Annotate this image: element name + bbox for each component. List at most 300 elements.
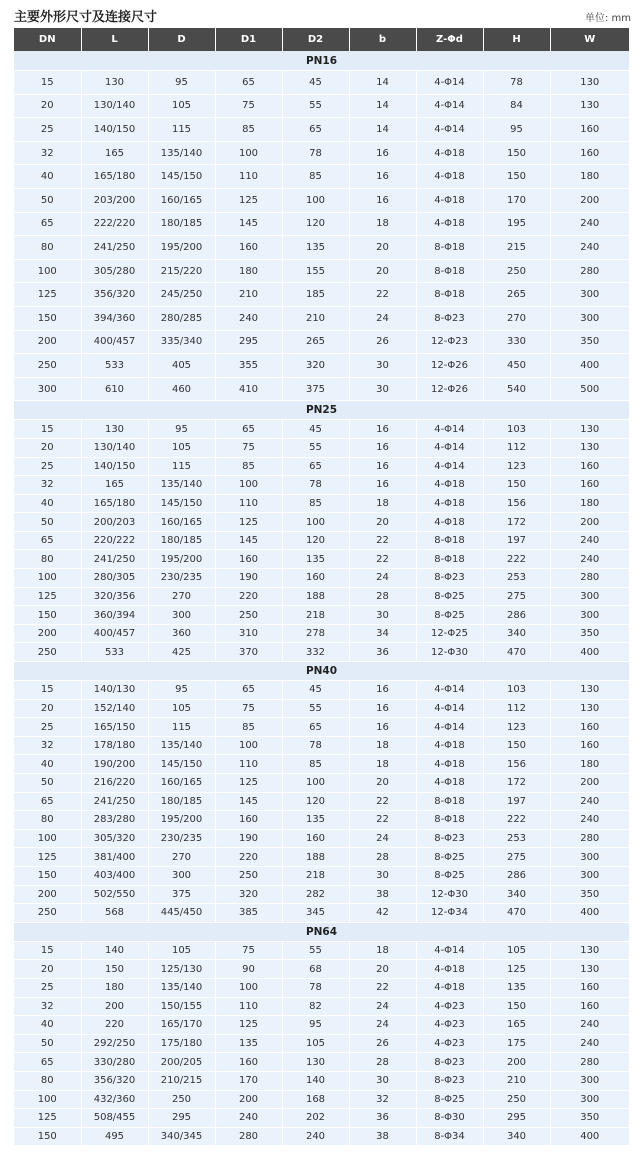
cell-dn: 250: [14, 354, 81, 378]
cell-d: 135/140: [148, 978, 215, 997]
cell-dn: 65: [14, 212, 81, 236]
table-row: [14, 1127, 629, 1146]
cell-d2: 120: [282, 792, 349, 811]
cell-w: 180: [550, 494, 629, 513]
cell-w: 280: [550, 829, 629, 848]
cell-z-d: 4-Φ23: [416, 997, 483, 1016]
cell-d2: 375: [282, 377, 349, 401]
cell-d2: 188: [282, 587, 349, 606]
table-row: [14, 811, 629, 830]
cell-z-d: 8-Φ18: [416, 792, 483, 811]
table-row: [14, 1090, 629, 1109]
table-row: [14, 941, 629, 960]
cell-d1: 240: [215, 306, 282, 330]
cell-b: 36: [349, 1109, 416, 1128]
cell-d1: 100: [215, 476, 282, 495]
cell-h: 215: [483, 236, 550, 260]
cell-w: 160: [550, 978, 629, 997]
table-row: [14, 306, 629, 330]
cell-w: 240: [550, 236, 629, 260]
cell-w: 200: [550, 188, 629, 212]
cell-b: 18: [349, 736, 416, 755]
cell-w: 300: [550, 1090, 629, 1109]
cell-l: 330/280: [81, 1053, 148, 1072]
group-pn25: [14, 401, 629, 662]
cell-dn: 100: [14, 1090, 81, 1109]
cell-z-d: 4-Φ14: [416, 118, 483, 142]
section-header-row: [14, 51, 629, 71]
cell-dn: 150: [14, 306, 81, 330]
cell-z-d: 4-Φ14: [416, 718, 483, 737]
cell-d1: 110: [215, 997, 282, 1016]
cell-dn: 40: [14, 165, 81, 189]
cell-d1: 65: [215, 71, 282, 95]
cell-d: 200/205: [148, 1053, 215, 1072]
cell-d2: 120: [282, 531, 349, 550]
cell-h: 450: [483, 354, 550, 378]
cell-h: 250: [483, 259, 550, 283]
cell-z-d: 8-Φ23: [416, 569, 483, 588]
cell-z-d: 4-Φ23: [416, 1034, 483, 1053]
cell-z-d: 8-Φ34: [416, 1127, 483, 1146]
cell-dn: 25: [14, 457, 81, 476]
group-pn40: [14, 662, 629, 923]
cell-l: 200/203: [81, 513, 148, 532]
cell-h: 84: [483, 94, 550, 118]
cell-w: 240: [550, 531, 629, 550]
cell-z-d: 4-Φ18: [416, 513, 483, 532]
cell-d: 160/165: [148, 774, 215, 793]
cell-z-d: 4-Φ18: [416, 978, 483, 997]
table-row: [14, 1034, 629, 1053]
cell-z-d: 4-Φ14: [416, 699, 483, 718]
cell-w: 350: [550, 624, 629, 643]
cell-dn: 40: [14, 755, 81, 774]
cell-d: 280/285: [148, 306, 215, 330]
cell-b: 20: [349, 774, 416, 793]
table-row: [14, 587, 629, 606]
cell-dn: 20: [14, 438, 81, 457]
cell-h: 123: [483, 457, 550, 476]
cell-h: 150: [483, 141, 550, 165]
table-row: [14, 643, 629, 662]
table-row: [14, 550, 629, 569]
cell-d1: 320: [215, 885, 282, 904]
cell-l: 403/400: [81, 866, 148, 885]
cell-d1: 250: [215, 866, 282, 885]
cell-dn: 125: [14, 848, 81, 867]
cell-b: 22: [349, 283, 416, 307]
cell-w: 240: [550, 1034, 629, 1053]
cell-d: 215/220: [148, 259, 215, 283]
cell-d2: 278: [282, 624, 349, 643]
pressure-class-label: PN25: [14, 401, 629, 420]
cell-d: 180/185: [148, 212, 215, 236]
cell-b: 24: [349, 306, 416, 330]
cell-h: 95: [483, 118, 550, 142]
cell-b: 22: [349, 531, 416, 550]
cell-d1: 75: [215, 699, 282, 718]
table-row: [14, 1053, 629, 1072]
cell-d2: 160: [282, 829, 349, 848]
cell-d1: 210: [215, 283, 282, 307]
cell-z-d: 8-Φ25: [416, 587, 483, 606]
cell-dn: 15: [14, 681, 81, 700]
table-row: [14, 681, 629, 700]
table-row: [14, 118, 629, 142]
table-row: [14, 283, 629, 307]
cell-l: 165: [81, 476, 148, 495]
cell-l: 432/360: [81, 1090, 148, 1109]
table-row: [14, 165, 629, 189]
cell-z-d: 8-Φ18: [416, 531, 483, 550]
cell-z-d: 8-Φ18: [416, 811, 483, 830]
cell-d1: 125: [215, 513, 282, 532]
cell-d: 145/150: [148, 165, 215, 189]
cell-d: 115: [148, 118, 215, 142]
cell-dn: 15: [14, 420, 81, 439]
cell-h: 470: [483, 643, 550, 662]
cell-z-d: 4-Φ14: [416, 420, 483, 439]
cell-b: 30: [349, 377, 416, 401]
cell-w: 130: [550, 699, 629, 718]
cell-l: 140/150: [81, 457, 148, 476]
cell-b: 20: [349, 513, 416, 532]
cell-w: 280: [550, 259, 629, 283]
cell-d2: 95: [282, 1016, 349, 1035]
cell-dn: 20: [14, 699, 81, 718]
cell-d: 135/140: [148, 476, 215, 495]
table-row: [14, 904, 629, 923]
cell-d2: 282: [282, 885, 349, 904]
cell-d2: 55: [282, 438, 349, 457]
cell-l: 165/180: [81, 165, 148, 189]
cell-z-d: 4-Φ18: [416, 141, 483, 165]
cell-h: 172: [483, 513, 550, 532]
cell-h: 286: [483, 866, 550, 885]
table-row: [14, 755, 629, 774]
cell-w: 300: [550, 606, 629, 625]
cell-dn: 200: [14, 330, 81, 354]
cell-w: 500: [550, 377, 629, 401]
cell-b: 18: [349, 494, 416, 513]
cell-z-d: 4-Φ14: [416, 94, 483, 118]
cell-d1: 410: [215, 377, 282, 401]
cell-h: 103: [483, 420, 550, 439]
table-row: [14, 792, 629, 811]
cell-w: 160: [550, 141, 629, 165]
cell-d: 425: [148, 643, 215, 662]
cell-d2: 85: [282, 494, 349, 513]
cell-b: 20: [349, 259, 416, 283]
cell-h: 175: [483, 1034, 550, 1053]
cell-w: 130: [550, 681, 629, 700]
cell-l: 241/250: [81, 792, 148, 811]
cell-d: 125/130: [148, 960, 215, 979]
cell-z-d: 12-Φ30: [416, 643, 483, 662]
cell-d2: 185: [282, 283, 349, 307]
column-header-d1: D1: [215, 28, 282, 51]
cell-w: 200: [550, 774, 629, 793]
cell-l: 305/320: [81, 829, 148, 848]
cell-b: 36: [349, 643, 416, 662]
cell-b: 14: [349, 118, 416, 142]
table-row: [14, 531, 629, 550]
cell-d2: 155: [282, 259, 349, 283]
cell-h: 253: [483, 569, 550, 588]
table-row: [14, 736, 629, 755]
cell-d2: 100: [282, 513, 349, 532]
cell-dn: 250: [14, 904, 81, 923]
cell-b: 32: [349, 1090, 416, 1109]
cell-d: 300: [148, 866, 215, 885]
cell-dn: 25: [14, 978, 81, 997]
cell-d2: 78: [282, 736, 349, 755]
cell-z-d: 12-Φ34: [416, 904, 483, 923]
cell-d1: 90: [215, 960, 282, 979]
cell-z-d: 8-Φ25: [416, 848, 483, 867]
cell-d2: 202: [282, 1109, 349, 1128]
table-row: [14, 212, 629, 236]
cell-w: 130: [550, 94, 629, 118]
cell-dn: 80: [14, 811, 81, 830]
cell-w: 180: [550, 165, 629, 189]
cell-h: 125: [483, 960, 550, 979]
cell-d2: 55: [282, 94, 349, 118]
cell-d: 295: [148, 1109, 215, 1128]
cell-h: 156: [483, 755, 550, 774]
cell-w: 350: [550, 1109, 629, 1128]
cell-d1: 145: [215, 531, 282, 550]
cell-d2: 140: [282, 1071, 349, 1090]
cell-dn: 200: [14, 885, 81, 904]
cell-w: 160: [550, 718, 629, 737]
cell-b: 30: [349, 606, 416, 625]
cell-d1: 100: [215, 141, 282, 165]
cell-z-d: 4-Φ14: [416, 681, 483, 700]
cell-d: 115: [148, 457, 215, 476]
cell-dn: 40: [14, 1016, 81, 1035]
cell-d2: 160: [282, 569, 349, 588]
cell-d: 95: [148, 420, 215, 439]
cell-l: 305/280: [81, 259, 148, 283]
cell-d: 270: [148, 848, 215, 867]
cell-w: 240: [550, 212, 629, 236]
cell-d: 95: [148, 681, 215, 700]
cell-h: 172: [483, 774, 550, 793]
cell-d2: 168: [282, 1090, 349, 1109]
cell-b: 16: [349, 188, 416, 212]
cell-h: 112: [483, 438, 550, 457]
cell-z-d: 4-Φ14: [416, 438, 483, 457]
cell-w: 300: [550, 587, 629, 606]
cell-z-d: 4-Φ18: [416, 165, 483, 189]
cell-h: 123: [483, 718, 550, 737]
cell-dn: 100: [14, 829, 81, 848]
cell-d: 230/235: [148, 569, 215, 588]
cell-l: 130/140: [81, 94, 148, 118]
cell-h: 275: [483, 848, 550, 867]
cell-l: 495: [81, 1127, 148, 1146]
column-header-b: b: [349, 28, 416, 51]
table-row: [14, 457, 629, 476]
cell-d1: 110: [215, 494, 282, 513]
cell-h: 135: [483, 978, 550, 997]
cell-d1: 220: [215, 587, 282, 606]
cell-l: 610: [81, 377, 148, 401]
cell-d: 335/340: [148, 330, 215, 354]
cell-l: 241/250: [81, 550, 148, 569]
table-row: [14, 848, 629, 867]
cell-dn: 15: [14, 941, 81, 960]
cell-l: 216/220: [81, 774, 148, 793]
cell-d: 405: [148, 354, 215, 378]
table-row: [14, 141, 629, 165]
cell-l: 180: [81, 978, 148, 997]
cell-w: 300: [550, 283, 629, 307]
cell-l: 220: [81, 1016, 148, 1035]
cell-h: 265: [483, 283, 550, 307]
cell-d1: 85: [215, 718, 282, 737]
cell-w: 240: [550, 792, 629, 811]
cell-d1: 75: [215, 941, 282, 960]
cell-d2: 135: [282, 550, 349, 569]
cell-d1: 200: [215, 1090, 282, 1109]
cell-d: 195/200: [148, 550, 215, 569]
cell-dn: 65: [14, 1053, 81, 1072]
cell-w: 240: [550, 811, 629, 830]
cell-d2: 265: [282, 330, 349, 354]
cell-b: 30: [349, 354, 416, 378]
table-row: [14, 866, 629, 885]
cell-w: 350: [550, 885, 629, 904]
table-row: [14, 1016, 629, 1035]
cell-d: 150/155: [148, 997, 215, 1016]
cell-d1: 180: [215, 259, 282, 283]
cell-dn: 80: [14, 236, 81, 260]
cell-h: 286: [483, 606, 550, 625]
pressure-class-label: PN40: [14, 662, 629, 681]
cell-d1: 110: [215, 755, 282, 774]
cell-d1: 145: [215, 212, 282, 236]
cell-d1: 280: [215, 1127, 282, 1146]
cell-d1: 65: [215, 420, 282, 439]
cell-h: 105: [483, 941, 550, 960]
cell-d: 300: [148, 606, 215, 625]
cell-h: 330: [483, 330, 550, 354]
cell-d1: 135: [215, 1034, 282, 1053]
cell-d2: 55: [282, 699, 349, 718]
cell-l: 280/305: [81, 569, 148, 588]
table-row: [14, 354, 629, 378]
cell-w: 130: [550, 960, 629, 979]
cell-d1: 220: [215, 848, 282, 867]
cell-d1: 75: [215, 94, 282, 118]
cell-h: 270: [483, 306, 550, 330]
cell-d: 145/150: [148, 494, 215, 513]
cell-l: 165/150: [81, 718, 148, 737]
group-pn64: [14, 922, 629, 1146]
cell-z-d: 8-Φ18: [416, 259, 483, 283]
cell-h: 200: [483, 1053, 550, 1072]
cell-b: 38: [349, 1127, 416, 1146]
cell-dn: 80: [14, 1071, 81, 1090]
cell-d1: 250: [215, 606, 282, 625]
cell-b: 18: [349, 212, 416, 236]
dimensions-table: [14, 28, 629, 1146]
cell-d2: 332: [282, 643, 349, 662]
cell-d1: 240: [215, 1109, 282, 1128]
cell-h: 210: [483, 1071, 550, 1090]
cell-d: 180/185: [148, 792, 215, 811]
table-row: [14, 513, 629, 532]
column-header-l: L: [81, 28, 148, 51]
cell-b: 16: [349, 420, 416, 439]
cell-b: 16: [349, 438, 416, 457]
table-row: [14, 420, 629, 439]
cell-d1: 100: [215, 736, 282, 755]
cell-d1: 125: [215, 188, 282, 212]
cell-z-d: 8-Φ23: [416, 1071, 483, 1090]
cell-w: 400: [550, 1127, 629, 1146]
cell-l: 360/394: [81, 606, 148, 625]
cell-d: 195/200: [148, 236, 215, 260]
cell-w: 400: [550, 904, 629, 923]
cell-l: 381/400: [81, 848, 148, 867]
cell-l: 400/457: [81, 330, 148, 354]
cell-h: 112: [483, 699, 550, 718]
cell-d1: 160: [215, 811, 282, 830]
cell-w: 280: [550, 569, 629, 588]
cell-z-d: 4-Φ23: [416, 1016, 483, 1035]
cell-h: 275: [483, 587, 550, 606]
cell-d1: 355: [215, 354, 282, 378]
cell-w: 300: [550, 1071, 629, 1090]
column-header-d: D: [148, 28, 215, 51]
table-row: [14, 259, 629, 283]
table-row: [14, 699, 629, 718]
cell-z-d: 12-Φ25: [416, 624, 483, 643]
cell-dn: 150: [14, 866, 81, 885]
cell-w: 130: [550, 438, 629, 457]
cell-d: 360: [148, 624, 215, 643]
cell-h: 165: [483, 1016, 550, 1035]
group-pn16: [14, 51, 629, 401]
cell-h: 295: [483, 1109, 550, 1128]
cell-b: 20: [349, 960, 416, 979]
cell-dn: 32: [14, 476, 81, 495]
cell-z-d: 12-Φ26: [416, 354, 483, 378]
cell-w: 280: [550, 1053, 629, 1072]
cell-z-d: 4-Φ18: [416, 476, 483, 495]
cell-l: 130: [81, 71, 148, 95]
table-row: [14, 774, 629, 793]
cell-d2: 135: [282, 811, 349, 830]
cell-d: 250: [148, 1090, 215, 1109]
cell-z-d: 8-Φ18: [416, 236, 483, 260]
section-header-row: [14, 401, 629, 420]
cell-b: 24: [349, 997, 416, 1016]
cell-d1: 370: [215, 643, 282, 662]
header-row: [14, 28, 629, 51]
cell-z-d: 8-Φ25: [416, 1090, 483, 1109]
cell-d2: 130: [282, 1053, 349, 1072]
cell-h: 156: [483, 494, 550, 513]
cell-h: 470: [483, 904, 550, 923]
cell-d1: 145: [215, 792, 282, 811]
table-row: [14, 330, 629, 354]
cell-l: 400/457: [81, 624, 148, 643]
